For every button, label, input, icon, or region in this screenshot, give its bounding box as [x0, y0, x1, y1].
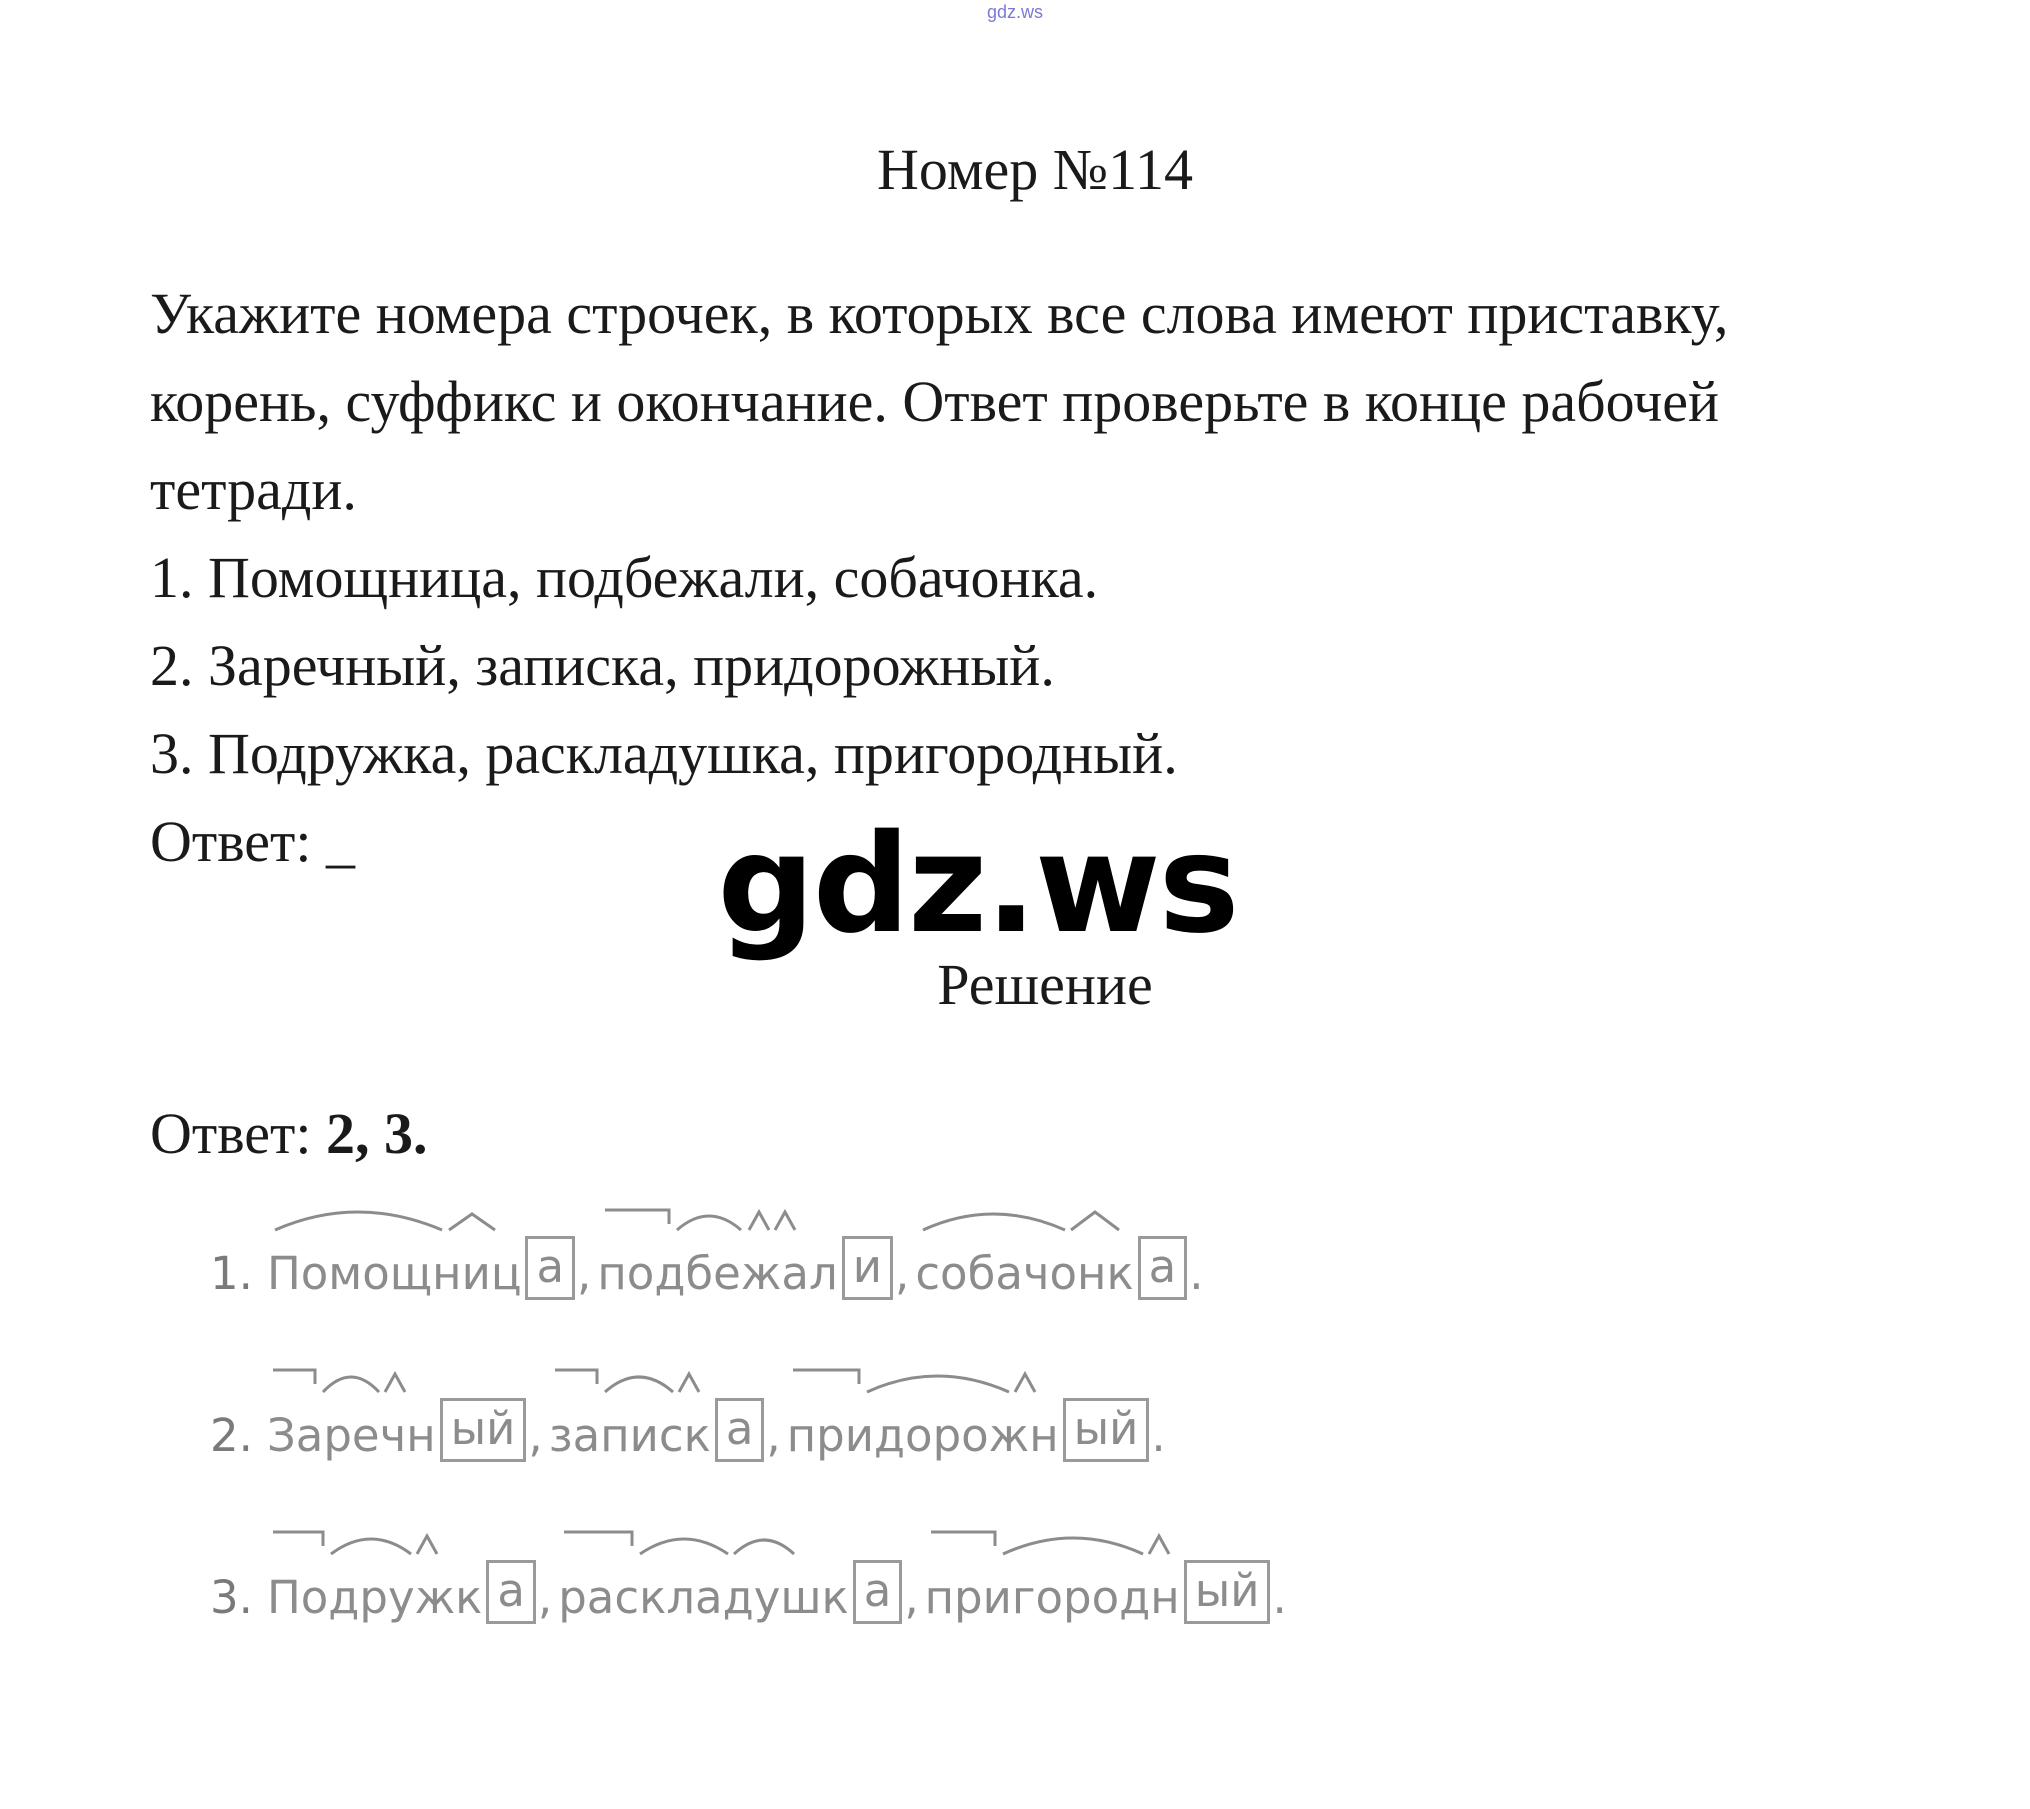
separator: , [577, 1247, 592, 1300]
task-line: корень, суффикс и окончание. Ответ проверьте в конце рабочей [150, 369, 1720, 434]
word-stem: записк [548, 1409, 711, 1462]
separator: . [1272, 1571, 1287, 1624]
separator: , [537, 1571, 553, 1624]
site-mark: gdz.ws [986, 2, 1044, 22]
parsed-word [915, 1236, 1187, 1310]
separator: , [895, 1247, 910, 1300]
parsed-word [549, 1398, 765, 1472]
morpheme-marks-icon [915, 1190, 1175, 1230]
task-line: тетради. [150, 457, 357, 522]
word-stem: Подружк [266, 1571, 483, 1624]
final-answer [150, 1090, 427, 1178]
answer-label: Ответ: [150, 1101, 312, 1166]
page-title: Номер №114 [877, 137, 1193, 202]
watermark-logo: gdz.ws [717, 806, 1238, 964]
parse-row-2 [210, 1362, 1172, 1472]
separator: , [766, 1409, 781, 1462]
word-stem: собачонк [915, 1247, 1134, 1300]
word-ending: а [525, 1236, 575, 1300]
answer-blank: Ответ: _ [150, 809, 355, 874]
parse-row-3 [210, 1524, 1293, 1634]
parsed-word [925, 1560, 1271, 1634]
task-option-1: 1. Помощница, подбежали, собачонка. [150, 545, 1099, 610]
morpheme-marks-icon [787, 1352, 1077, 1392]
word-ending: ый [440, 1398, 527, 1462]
parse-row-number: 3. [210, 1571, 253, 1624]
morpheme-marks-icon [597, 1190, 857, 1230]
parsed-word [267, 1560, 536, 1634]
word-ending: а [1138, 1236, 1188, 1300]
word-ending: а [853, 1560, 903, 1624]
task-text [150, 270, 1850, 798]
morpheme-marks-icon [549, 1352, 769, 1392]
word-stem: пригородн [924, 1571, 1180, 1624]
morpheme-marks-icon [925, 1514, 1225, 1554]
task-option-2: 2. Заречный, записка, придорожный. [150, 633, 1055, 698]
word-ending: ый [1063, 1398, 1150, 1462]
task-line: Укажите номера строчек, в которых все слова имеют приставку, [150, 281, 1729, 346]
separator: . [1151, 1409, 1166, 1462]
separator: , [528, 1409, 543, 1462]
parsed-word [597, 1236, 893, 1310]
separator: . [1189, 1247, 1204, 1300]
word-stem: Заречн [266, 1409, 436, 1462]
parsed-word [267, 1398, 526, 1472]
morpheme-marks-icon [267, 1514, 507, 1554]
word-ending: а [715, 1398, 765, 1462]
morpheme-marks-icon [267, 1352, 487, 1392]
task-option-3: 3. Подружка, раскладушка, пригородный. [150, 721, 1178, 786]
parse-row-1 [210, 1200, 1210, 1310]
word-stem: раскладушк [558, 1571, 849, 1624]
parse-row-number: 2. [210, 1409, 253, 1462]
word-ending: ый [1184, 1560, 1271, 1624]
solution-title: Решение [937, 952, 1153, 1017]
word-stem: придорожн [786, 1409, 1059, 1462]
word-stem: подбежал [597, 1247, 838, 1300]
morpheme-marks-icon [267, 1190, 527, 1230]
parsed-word [558, 1560, 902, 1634]
morpheme-marks-icon [558, 1514, 878, 1554]
parsed-word [787, 1398, 1150, 1472]
word-stem: Помощниц [266, 1247, 522, 1300]
parse-row-number: 1. [210, 1247, 253, 1300]
separator: , [904, 1571, 919, 1624]
answer-value: 2, 3. [325, 1101, 428, 1166]
word-ending: и [842, 1236, 893, 1300]
word-ending: а [486, 1560, 536, 1624]
parsed-word [267, 1236, 575, 1310]
